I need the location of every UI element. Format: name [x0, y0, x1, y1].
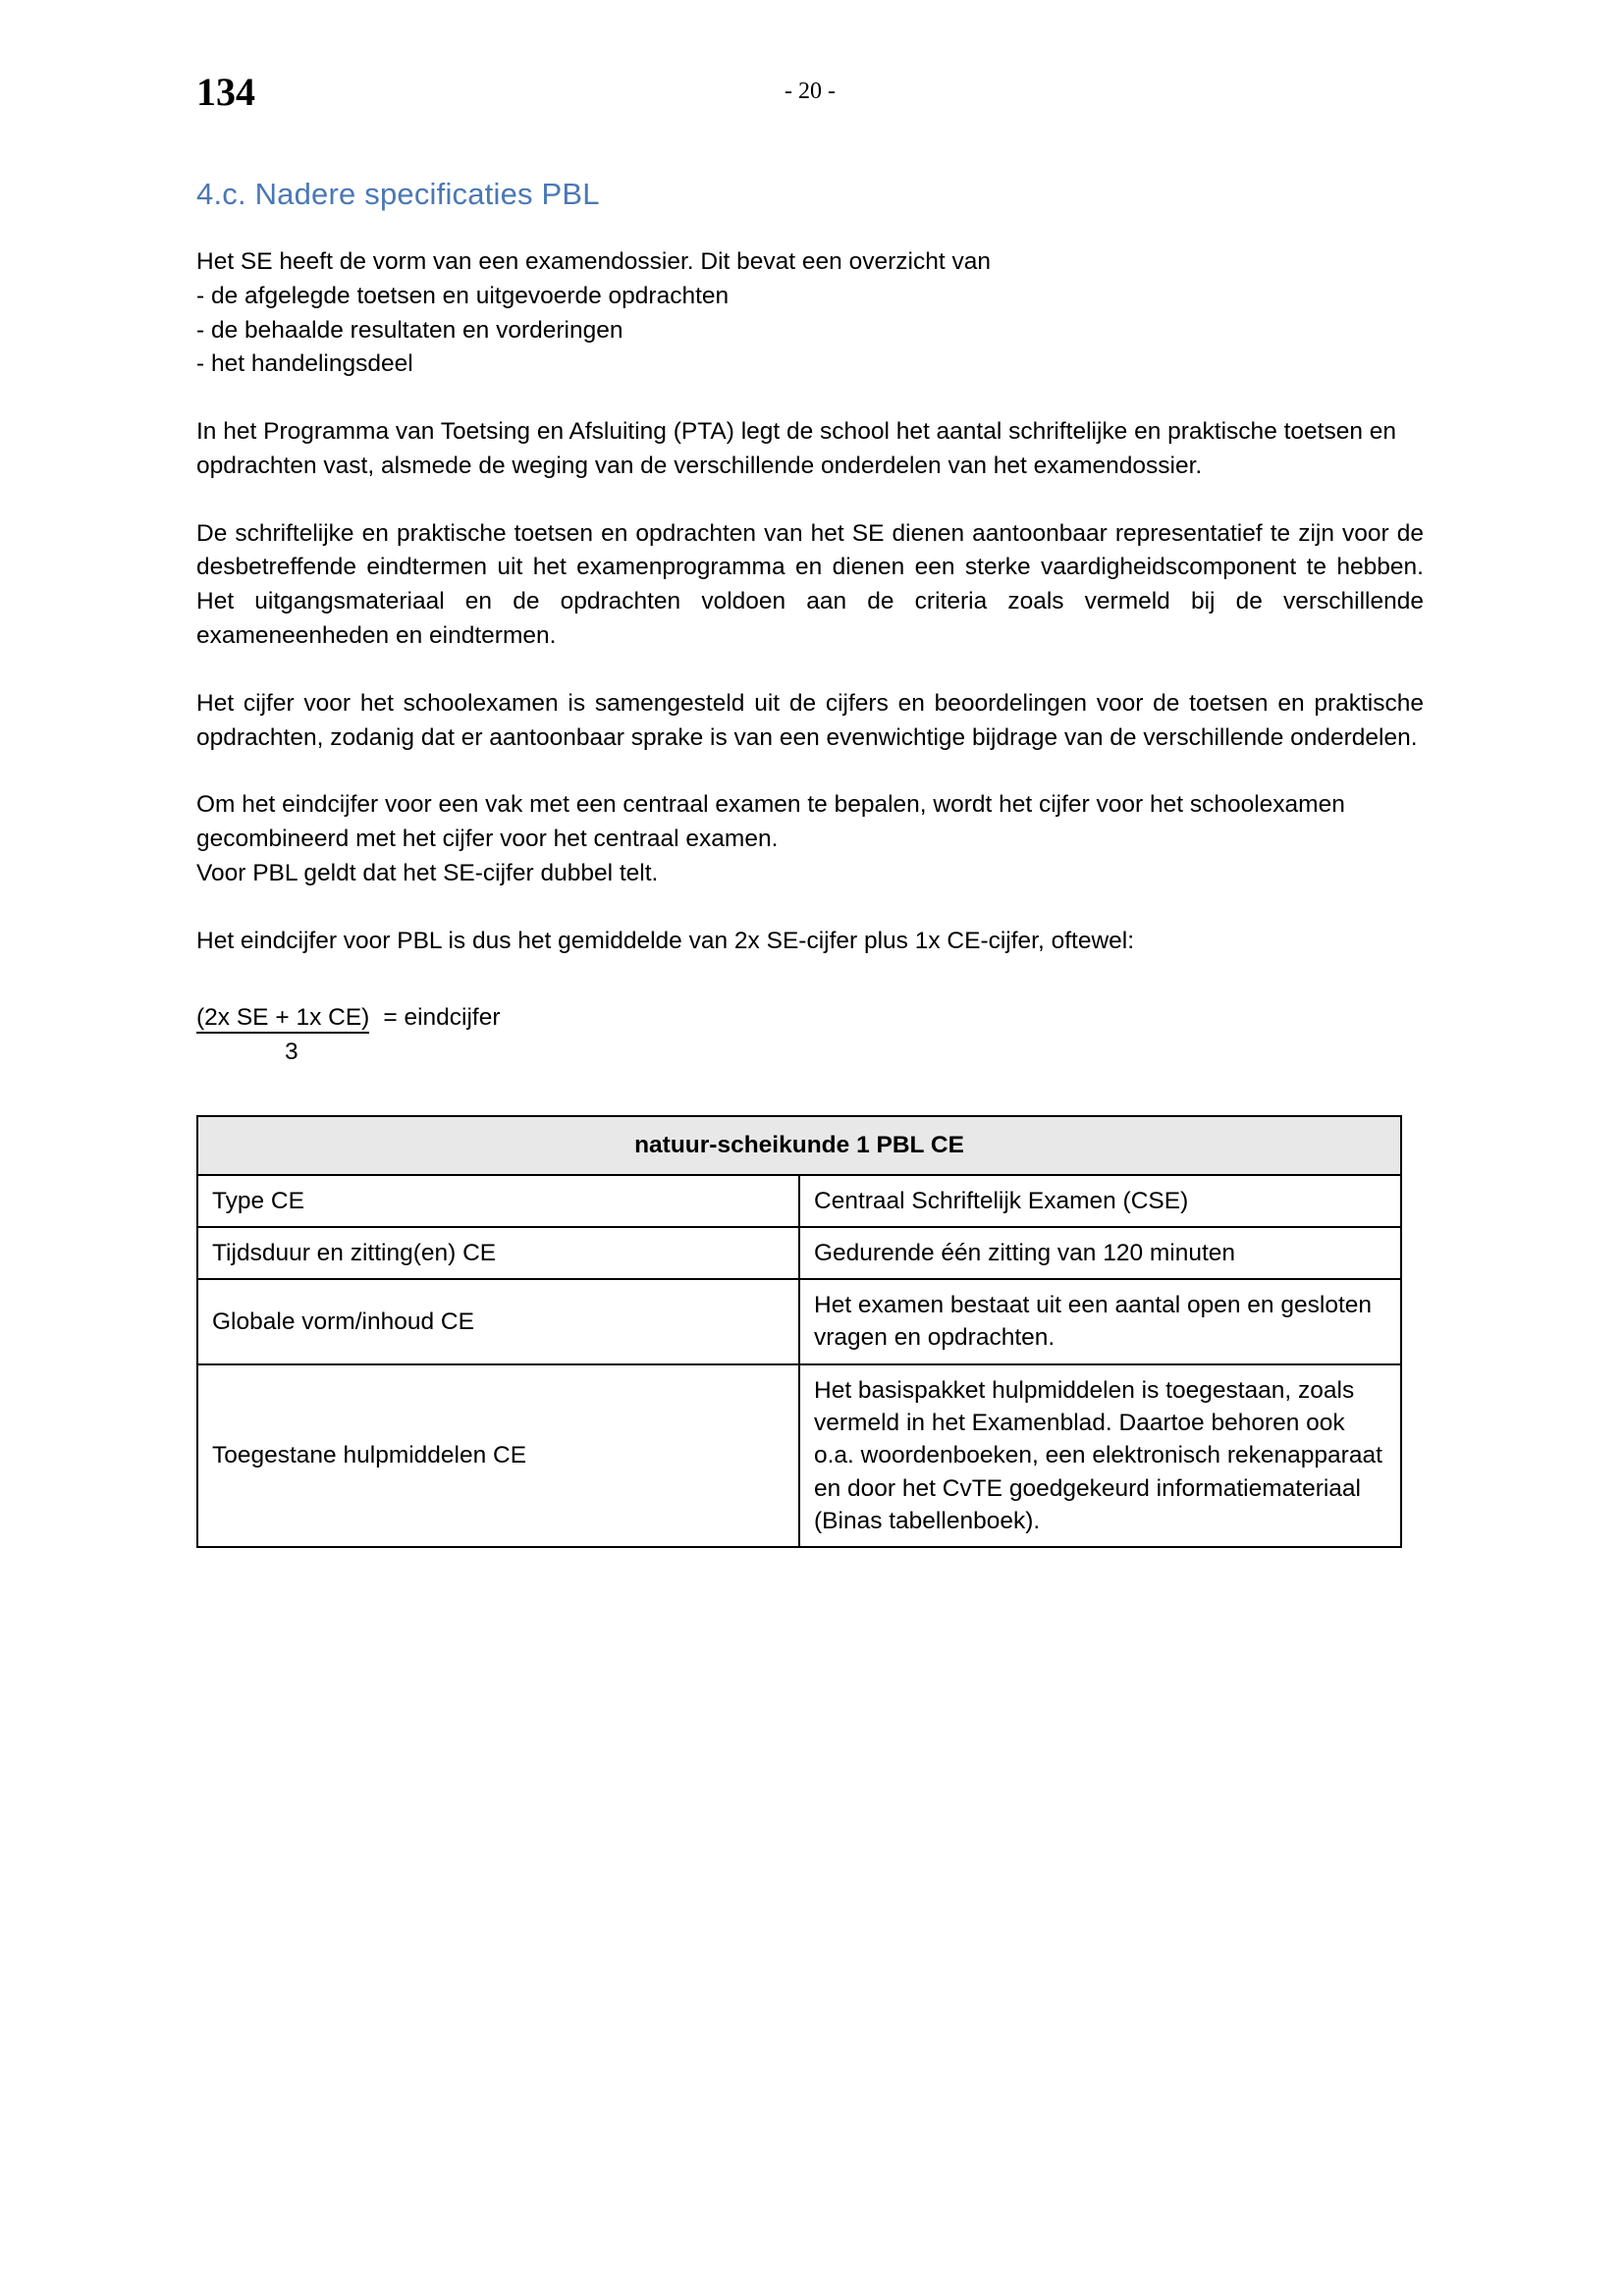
paragraph-pta: In het Programma van Toetsing en Afsluiting (PTA) legt de school het aantal schriftelijke en praktische toetsen en opdrachten vast, alsmede de weging van de verschillende onderdelen van het examendossier. — [196, 418, 1397, 479]
paragraph-formule-intro: Het eindcijfer voor PBL is dus het gemiddelde van 2x SE-cijfer plus 1x CE-cijfer, oftewel: — [196, 927, 1135, 954]
table-cell-value: Gedurende één zitting van 120 minuten — [799, 1227, 1401, 1279]
document-number: 134 — [196, 70, 255, 114]
paragraph-line: Voor PBL geldt dat het SE-cijfer dubbel telt. — [196, 859, 659, 886]
table-row — [197, 1279, 1401, 1364]
table-title: natuur-scheikunde 1 PBL CE — [197, 1116, 1401, 1174]
ce-specification-table — [196, 1115, 1402, 1548]
paragraph-toetsen: De schriftelijke en praktische toetsen en opdrachten van het SE dienen aantoonbaar representatief te zijn voor de desbetreffende eindtermen uit het examenprogramma en dienen een sterke vaardigheidscomponent te hebben. Het uitgangsmateriaal en de opdrachten voldoen aan de criteria zoals vermeld bij de verschillende exameneenheden en eindtermen. — [196, 519, 1424, 650]
formula-numerator: (2x SE + 1x CE) — [196, 1004, 369, 1034]
table-cell-value: Centraal Schriftelijk Examen (CSE) — [799, 1175, 1401, 1227]
paragraph-line: - het handelingsdeel — [196, 350, 413, 378]
paragraph-cijfer: Het cijfer voor het schoolexamen is samengesteld uit de cijfers en beoordelingen voor de toetsen en praktische opdrachten, zodanig dat er aantoonbaar sprake is van een evenwichtige bijdrage van de verschillende onderdelen. — [196, 689, 1424, 751]
section-heading: 4.c. Nadere specificaties PBL — [196, 177, 600, 211]
table-cell-value: Het basispakket hulpmiddelen is toegestaan, zoals vermeld in het Examenblad. Daartoe behoren ook o.a. woordenboeken, een elektronisch rekenapparaat en door het CvTE goedgekeurd informatiemateriaal (Binas tabellenboek). — [799, 1364, 1401, 1548]
table-row — [197, 1116, 1401, 1174]
table-cell-value: Het examen bestaat uit een aantal open en gesloten vragen en opdrachten. — [799, 1279, 1401, 1364]
paragraph-line: - de afgelegde toetsen en uitgevoerde opdrachten — [196, 282, 730, 309]
table-row — [197, 1364, 1401, 1548]
table-cell-label: Type CE — [197, 1175, 799, 1227]
table-row — [197, 1175, 1401, 1227]
formula-denominator: 3 — [285, 1039, 298, 1066]
paragraph-line: Het SE heeft de vorm van een examendossier. Dit bevat een overzicht van — [196, 248, 991, 275]
paragraph-se-intro — [196, 245, 1424, 382]
formula-line — [196, 1002, 1424, 1034]
page-header — [196, 69, 1424, 128]
paragraph-eindcijfer — [196, 788, 1424, 890]
paragraph-line: - de behaalde resultaten en vorderingen — [196, 316, 623, 344]
page-content — [196, 69, 1424, 1548]
table-cell-label: Tijdsduur en zitting(en) CE — [197, 1227, 799, 1279]
formula-equals: = eindcijfer — [383, 1003, 501, 1031]
table-cell-label: Toegestane hulpmiddelen CE — [197, 1364, 799, 1548]
formula — [196, 1002, 1424, 1069]
table-cell-label: Globale vorm/inhoud CE — [197, 1279, 799, 1364]
page-number: - 20 - — [785, 79, 836, 104]
table-row — [197, 1227, 1401, 1279]
paragraph-line: Om het eindcijfer voor een vak met een centraal examen te bepalen, wordt het cijfer voor het schoolexamen gecombineerd met het cijfer voor het centraal examen. — [196, 791, 1345, 853]
